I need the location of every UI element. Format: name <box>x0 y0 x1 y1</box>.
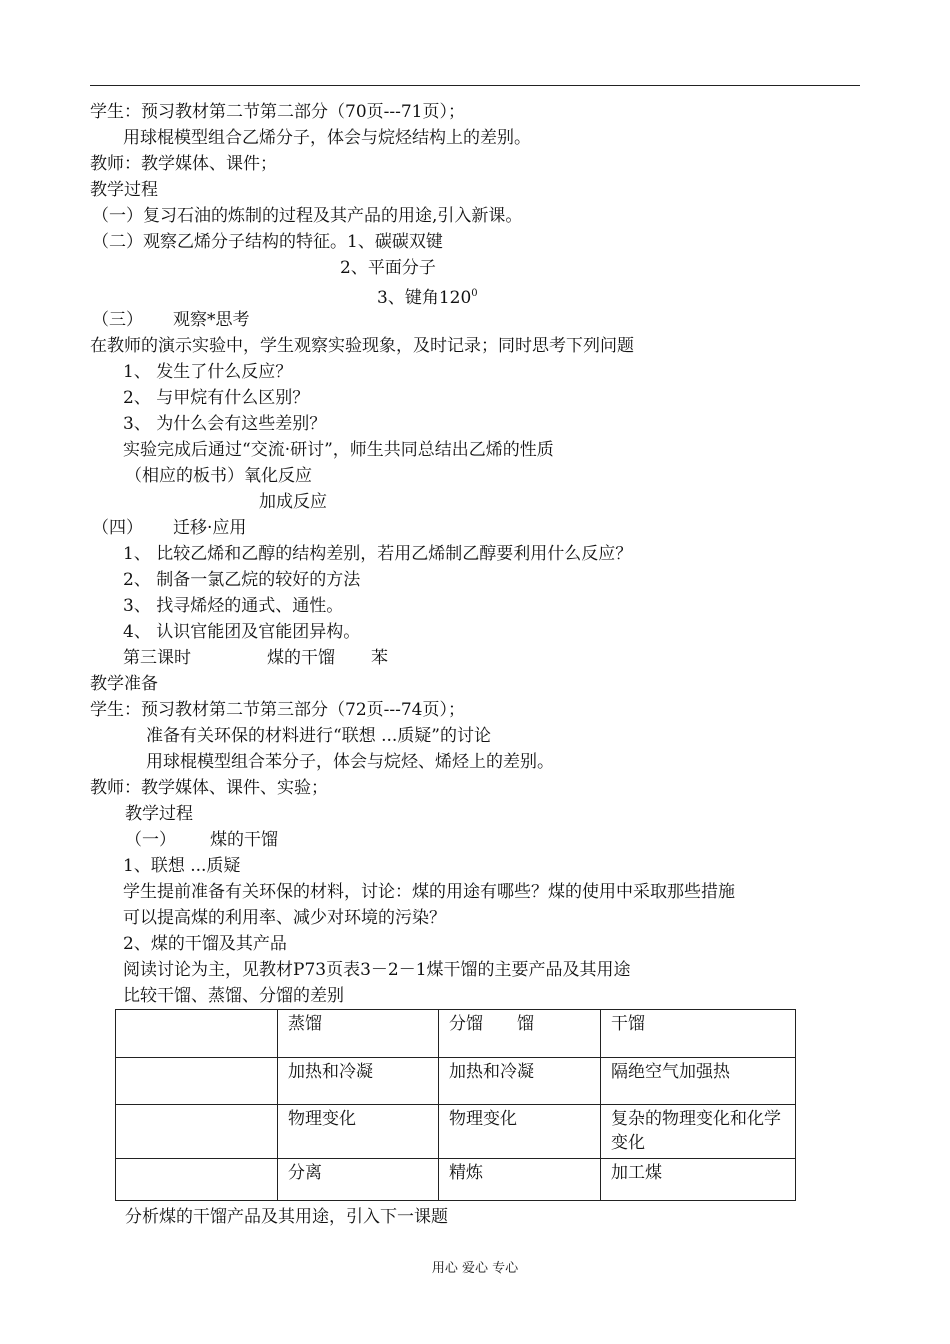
text-line: 学生：预习教材第二节第二部分（70页---71页）； <box>90 102 465 122</box>
table-cell <box>116 1105 278 1159</box>
text-line: 准备有关环保的材料进行“联想 ...质疑”的讨论 <box>146 726 491 746</box>
table-cell: 分馏 馏 <box>439 1010 601 1058</box>
list-item: 2、 制备一氯乙烷的较好的方法 <box>123 570 361 590</box>
table-row <box>116 1159 796 1201</box>
text-line: 在教师的演示实验中，学生观察实验现象，及时记录；同时思考下列问题 <box>90 336 634 356</box>
table-cell: 干馏 <box>601 1010 796 1058</box>
text-line: 用球棍模型组合乙烯分子，体会与烷烃结构上的差别。 <box>123 128 531 148</box>
section-heading: 教学过程 <box>90 180 158 200</box>
lesson-number: 第三课时 <box>123 648 191 668</box>
table-cell <box>116 1058 278 1105</box>
lesson-topic: 苯 <box>371 648 388 668</box>
table-cell <box>116 1159 278 1201</box>
text-line: 比较干馏、蒸馏、分馏的差别 <box>123 986 344 1006</box>
text-line: 学生提前准备有关环保的材料，讨论：煤的用途有哪些？煤的使用中采取那些措施 <box>123 882 735 902</box>
table-cell: 隔绝空气加强热 <box>601 1058 796 1105</box>
table-cell <box>116 1010 278 1058</box>
table-cell: 复杂的物理变化和化学变化 <box>601 1105 796 1159</box>
table-cell: 分离 <box>278 1159 439 1201</box>
comparison-table <box>115 1009 796 1201</box>
text-line: 1、联想 ...质疑 <box>123 856 241 876</box>
list-item: 1、 比较乙烯和乙醇的结构差别，若用乙烯制乙醇要利用什么反应？ <box>123 544 633 564</box>
lesson-title <box>123 647 388 669</box>
degree-superscript: 0 <box>471 288 478 299</box>
section-number: （三） <box>92 310 143 330</box>
text-line: 实验完成后通过“交流·研讨”，师生共同总结出乙烯的性质 <box>123 440 554 460</box>
table-row <box>116 1105 796 1159</box>
table-cell: 加热和冷凝 <box>439 1058 601 1105</box>
page-footer: 用心 爱心 专心 <box>431 1261 519 1276</box>
list-item: 1、 发生了什么反应？ <box>123 362 293 382</box>
text-line: 2、煤的干馏及其产品 <box>123 934 287 954</box>
section-heading: 教学准备 <box>90 674 158 694</box>
text-line: 教师：教学媒体、课件； <box>90 154 277 174</box>
text-line: 分析煤的干馏产品及其用途，引入下一课题 <box>125 1207 448 1227</box>
list-item: 3、 为什么会有这些差别？ <box>123 414 327 434</box>
section-heading: 教学过程 <box>125 804 193 824</box>
table-row <box>116 1010 796 1058</box>
list-item: 3、 找寻烯烃的通式、通性。 <box>123 596 344 616</box>
bond-angle-text: 3、键角120 <box>377 288 472 308</box>
text-line: 教师：教学媒体、课件、实验； <box>90 778 328 798</box>
list-item: 2、 与甲烷有什么区别？ <box>123 388 310 408</box>
lesson-topic: 煤的干馏 <box>267 648 335 668</box>
text-line: 学生：预习教材第二节第三部分（72页---74页）； <box>90 700 465 720</box>
text-line: （一）复习石油的炼制的过程及其产品的用途,引入新课。 <box>92 206 523 226</box>
text-line: 可以提高煤的利用率、减少对环境的污染？ <box>123 908 446 928</box>
table-row <box>116 1058 796 1105</box>
section-title: 煤的干馏 <box>210 830 278 850</box>
list-item: 4、 认识官能团及官能团异构。 <box>123 622 361 642</box>
header-rule <box>90 85 860 86</box>
text-line <box>92 517 246 539</box>
text-line: 阅读讨论为主，见教材P73页表3－2－1煤干馏的主要产品及其用途 <box>123 960 631 980</box>
table-cell: 加热和冷凝 <box>278 1058 439 1105</box>
section-title: 迁移·应用 <box>173 518 247 538</box>
text-line: 2、平面分子 <box>340 258 436 278</box>
text-line <box>125 829 278 851</box>
table-cell: 蒸馏 <box>278 1010 439 1058</box>
text-line: 加成反应 <box>259 492 327 512</box>
section-number: （一） <box>125 830 176 850</box>
text-line: （相应的板书）氧化反应 <box>125 466 312 486</box>
table-cell: 加工煤 <box>601 1159 796 1201</box>
text-line: 用球棍模型组合苯分子，体会与烷烃、烯烃上的差别。 <box>146 752 554 772</box>
table-cell: 精炼 <box>439 1159 601 1201</box>
text-line <box>377 283 478 309</box>
section-number: （四） <box>92 518 143 538</box>
text-line: （二）观察乙烯分子结构的特征。1、碳碳双键 <box>92 232 443 252</box>
section-title: 观察*思考 <box>173 310 250 330</box>
table-cell: 物理变化 <box>439 1105 601 1159</box>
text-line <box>92 309 250 331</box>
table-cell: 物理变化 <box>278 1105 439 1159</box>
